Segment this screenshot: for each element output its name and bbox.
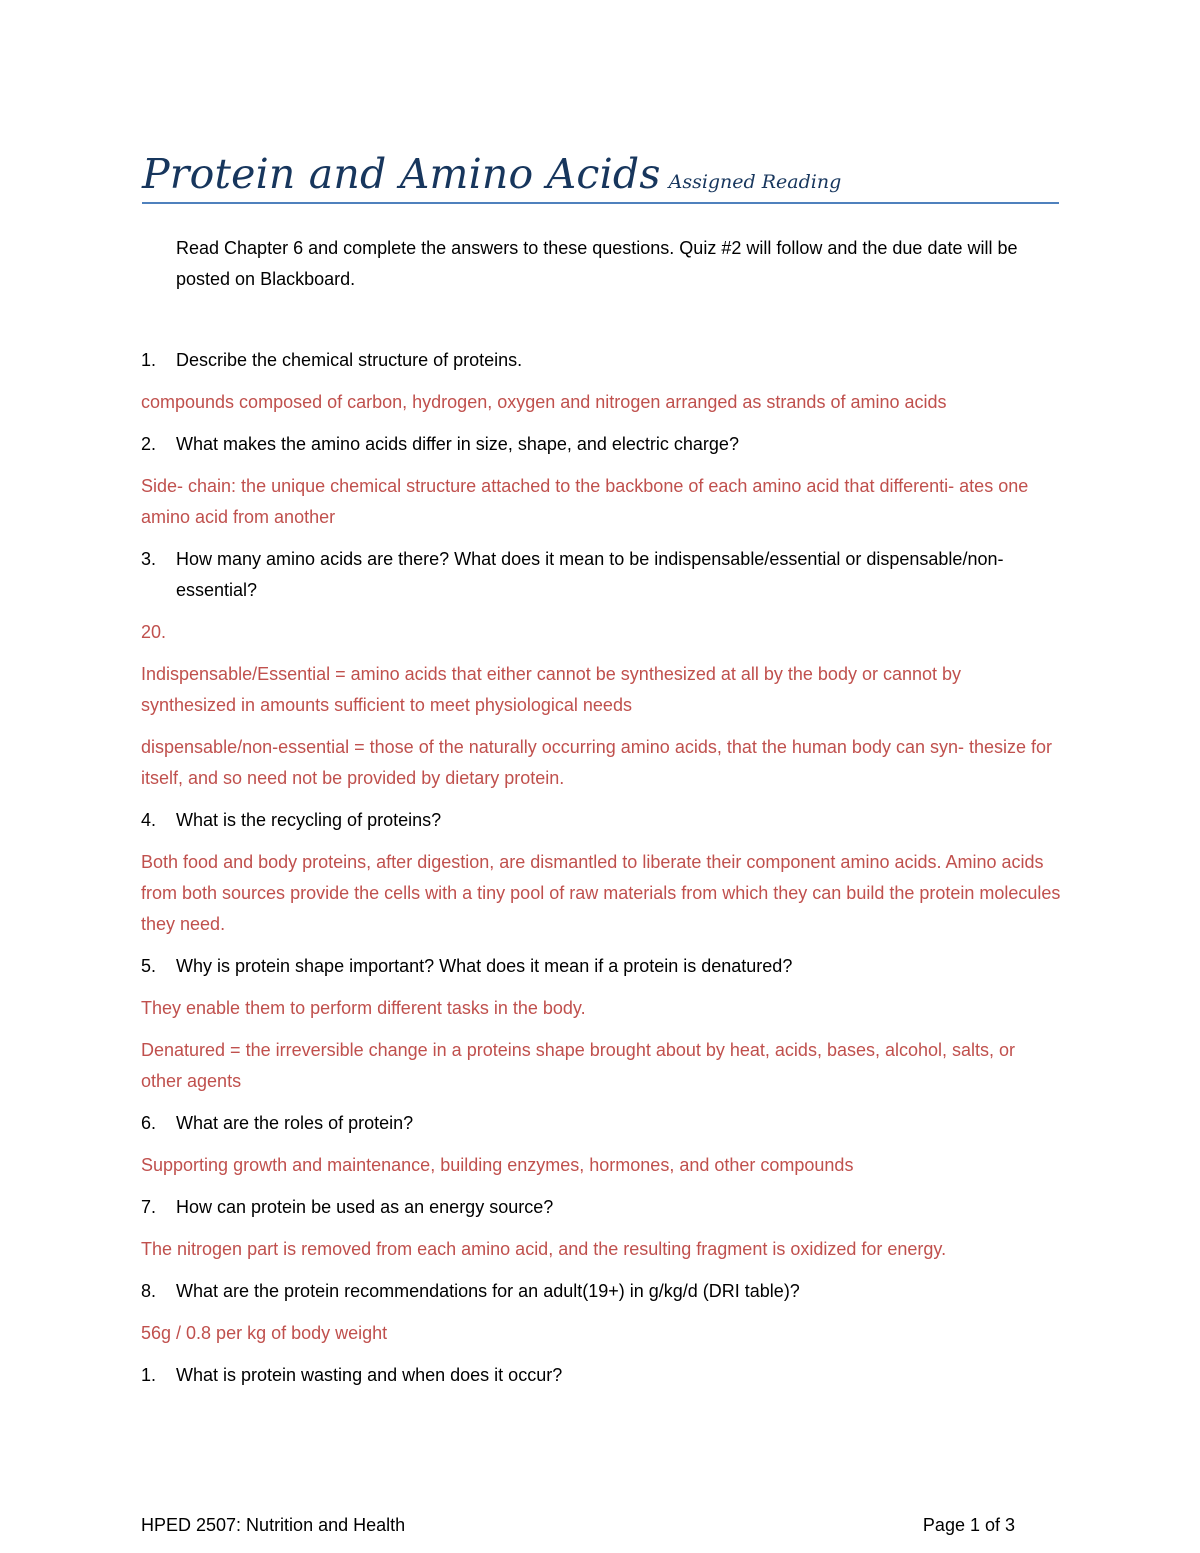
answer-text: Side- chain: the unique chemical structure attached to the backbone of each amino acid that differenti- ates one amino acid from another [141,476,1029,527]
answer-text: They enable them to perform different tasks in the body. [141,998,586,1018]
question-text: Describe the chemical structure of proteins. [176,350,523,370]
question-text: How can protein be used as an energy source? [176,1197,554,1217]
question-number: 2. [141,434,157,454]
question-list [141,345,1061,1402]
question-text: Why is protein shape important? What does it mean if a protein is denatured? [176,956,793,976]
answer-text: The nitrogen part is removed from each amino acid, and the resulting fragment is oxidized for energy. [141,1239,947,1259]
question-item [141,805,1061,836]
question-item [141,1276,1061,1307]
answer-text: 20. [141,622,167,642]
question-number: 1. [141,350,157,370]
title-block [142,150,1059,204]
footer-course: HPED 2507: Nutrition and Health [141,1515,406,1535]
question-text: What is the recycling of proteins? [176,810,442,830]
question-text: What is protein wasting and when does it occur? [176,1365,563,1385]
question-item [141,1108,1061,1139]
answer-text: Supporting growth and maintenance, building enzymes, hormones, and other compounds [141,1155,854,1175]
question-number: 1. [141,1365,157,1385]
answer-text: Denatured = the irreversible change in a proteins shape brought about by heat, acids, bases, alcohol, salts, or other agents [141,1040,1016,1091]
question-item [141,1360,1061,1391]
question-number: 7. [141,1197,157,1217]
page-title: Protein and Amino Acids [142,150,661,198]
question-text: What are the protein recommendations for an adult(19+) in g/kg/d (DRI table)? [176,1281,800,1301]
question-item [141,951,1061,982]
footer-page-number: Page 1 of 3 [922,1515,1015,1535]
question-text: What makes the amino acids differ in size, shape, and electric charge? [176,434,739,454]
question-number: 3. [141,549,157,569]
answer-text: Indispensable/Essential = amino acids that either cannot be synthesized at all by the body or cannot by synthesized in amounts sufficient to meet physiological needs [141,664,962,715]
question-item [141,429,1061,460]
question-item [141,1192,1061,1223]
question-number: 4. [141,810,157,830]
answer-text: dispensable/non-essential = those of the naturally occurring amino acids, that the human body can syn- thesize for itself, and so need not be provided by dietary protein. [141,737,1053,788]
answer-text: compounds composed of carbon, hydrogen, oxygen and nitrogen arranged as strands of amino acids [141,392,947,412]
question-item [141,345,1061,376]
intro-paragraph: Read Chapter 6 and complete the answers to these questions. Quiz #2 will follow and the due date will be posted on Blackboard. [176,238,1018,289]
question-item [141,544,1061,606]
page-footer [141,1515,1015,1536]
question-number: 6. [141,1113,157,1133]
question-number: 8. [141,1281,157,1301]
answer-text: 56g / 0.8 per kg of body weight [141,1323,388,1343]
question-text: What are the roles of protein? [176,1113,414,1133]
question-text: How many amino acids are there? What does it mean to be indispensable/essential or dispensable/non-essential? [176,549,1004,600]
question-number: 5. [141,956,157,976]
page-subtitle: Assigned Reading [668,171,842,193]
answer-text: Both food and body proteins, after digestion, are dismantled to liberate their component amino acids. Amino acids from both sources provide the cells with a tiny pool of raw materials from which they can build the protein molecules they need. [141,852,1061,934]
